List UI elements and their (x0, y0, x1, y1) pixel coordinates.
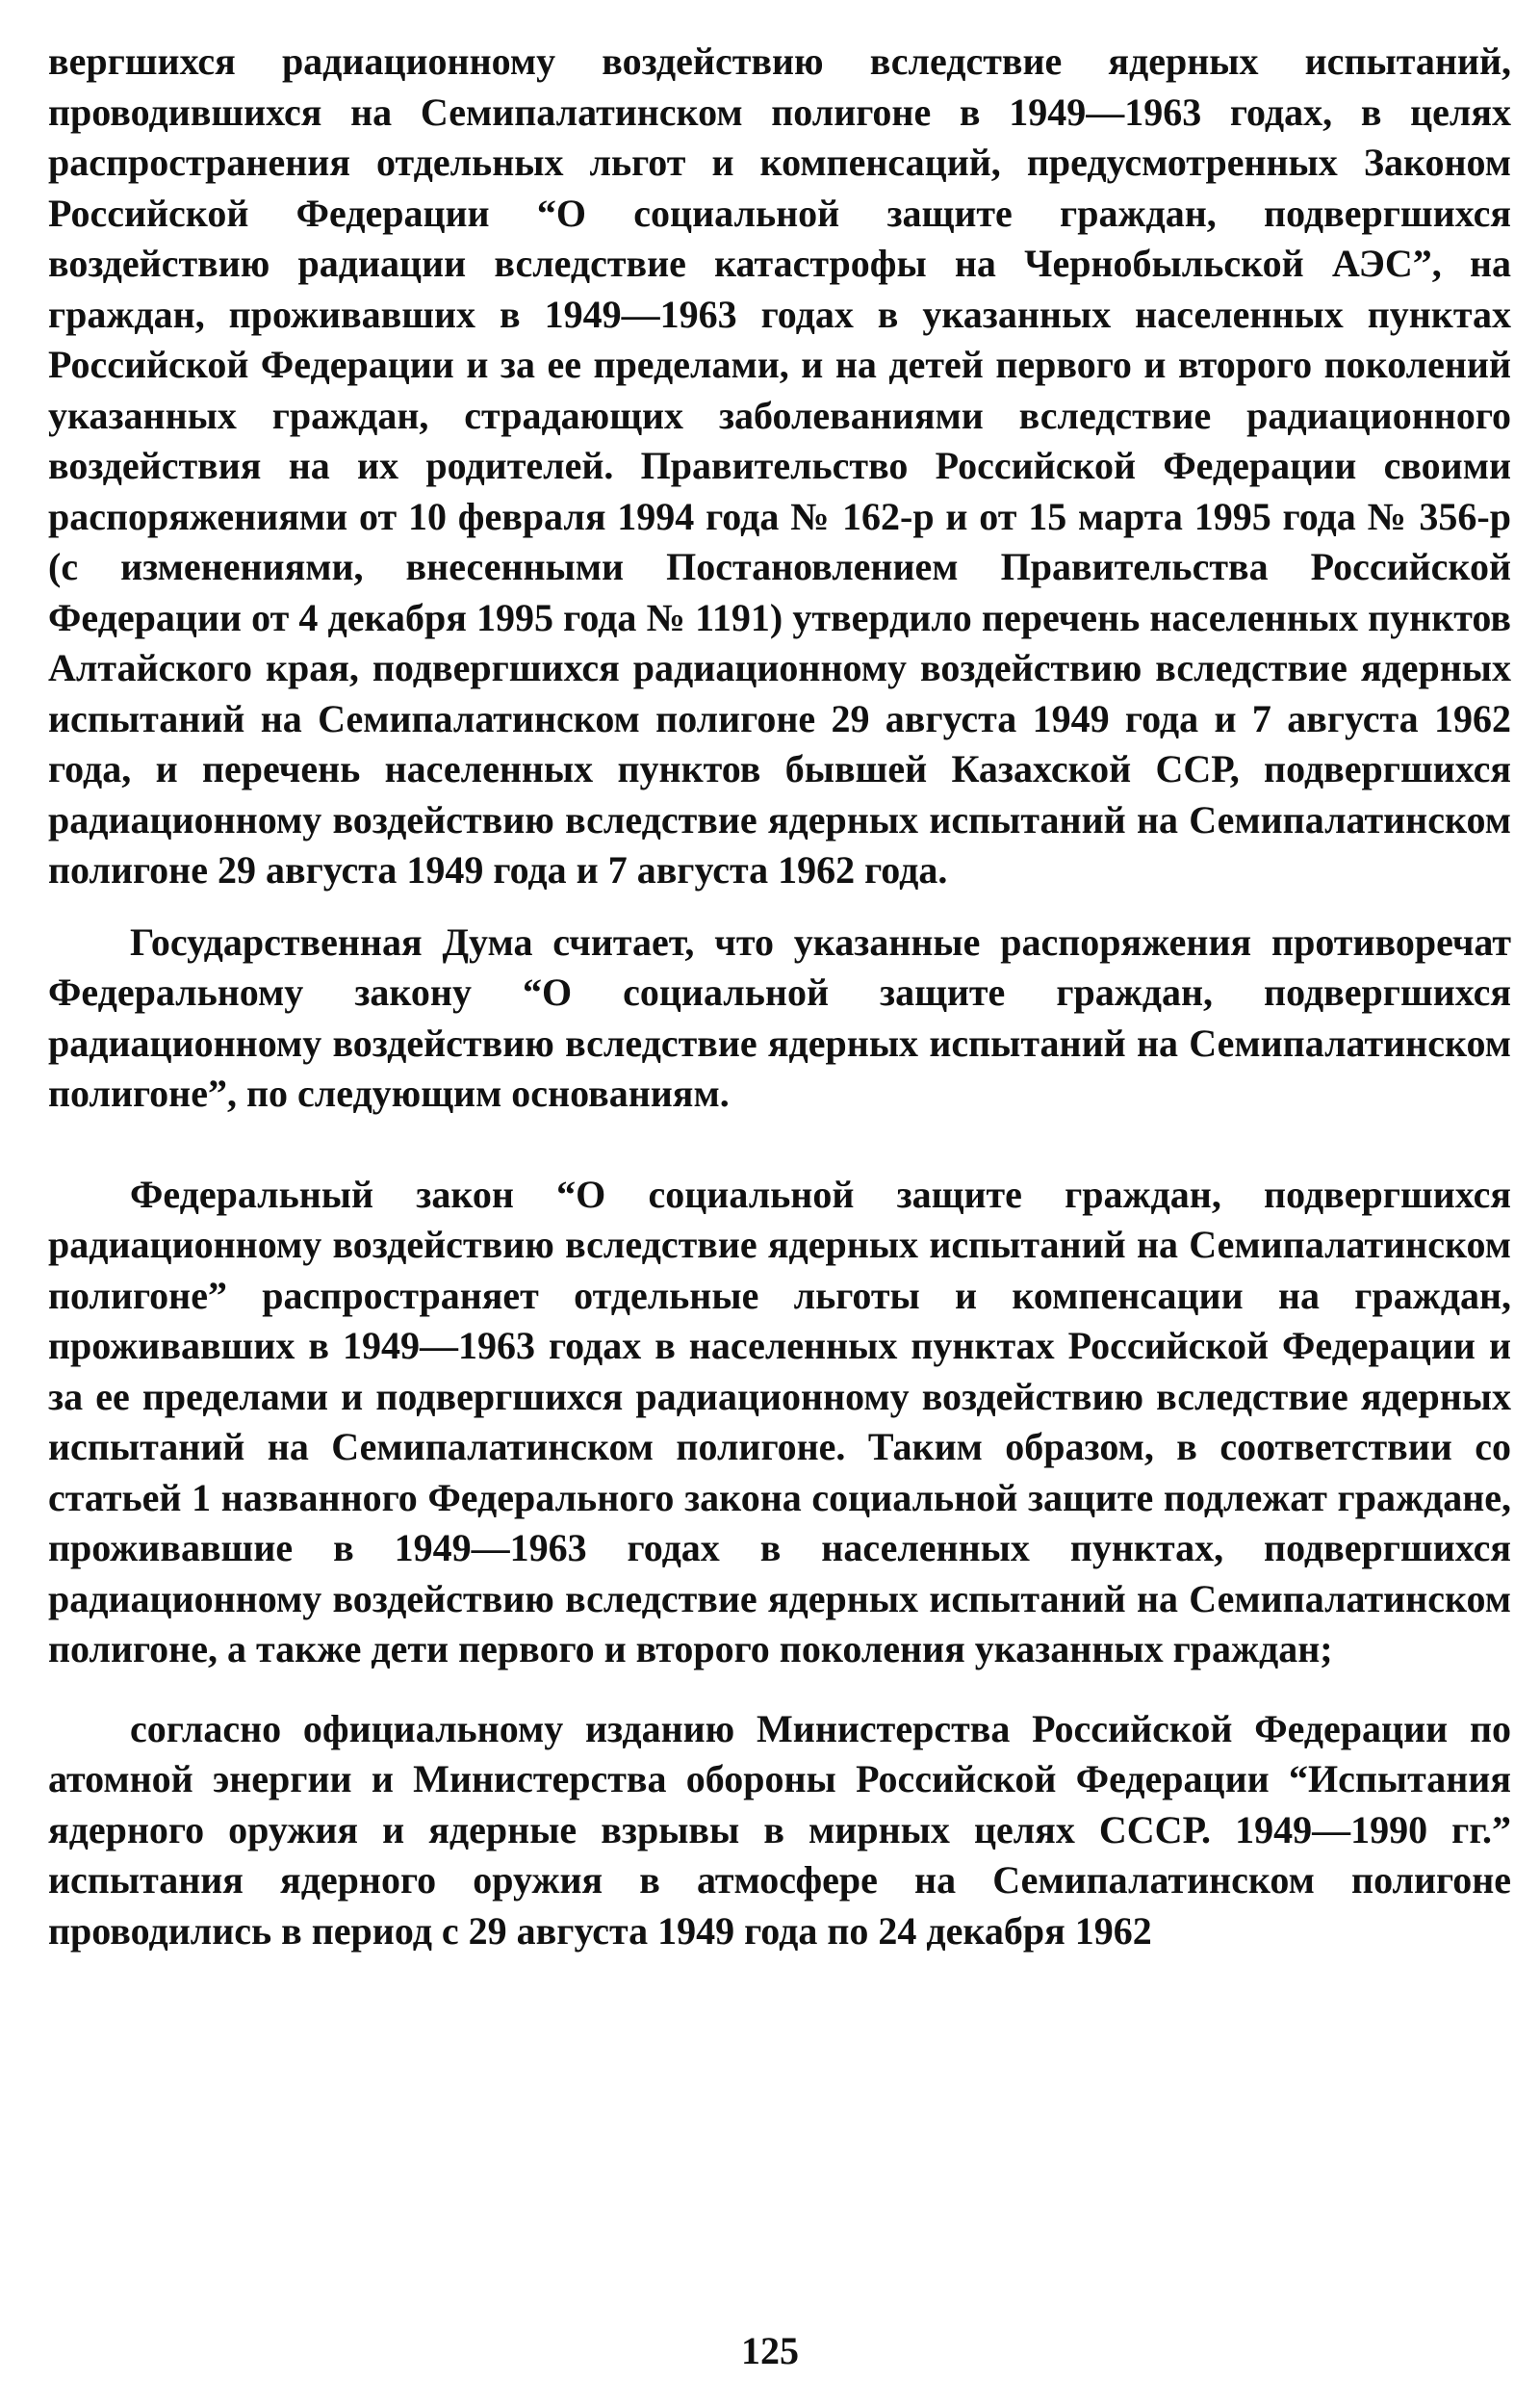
text-column (48, 37, 1511, 1956)
paragraph-1: вергшихся радиационному воздействию вследствие ядерных испытаний, проводившихся на Семипалатинском полигоне в 1949—1963 годах, в целях распространения отдельных льгот и компенсаций, предусмотренных Законом Российской Федерации “О социальной защите граждан, подвергшихся воздействию радиации вследствие катастрофы на Чернобыльской АЭС”, на граждан, проживавших в 1949—1963 годах в указанных населенных пунктах Российской Федерации и за ее пределами, и на детей первого и второго поколений указанных граждан, страдающих заболеваниями вследствие радиационного воздействия на их родителей. Правительство Российской Федерации своими распоряжениями от 10 февраля 1994 года № 162-р и от 15 марта 1995 года № 356-р (с изменениями, внесенными Постановлением Правительства Российской Федерации от 4 декабря 1995 года № 1191) утвердило перечень населенных пунктов Алтайского края, подвергшихся радиационному воздействию вследствие ядерных испытаний на Семипалатинском полигоне 29 августа 1949 года и 7 августа 1962 года, и перечень населенных пунктов бывшей Казахской ССР, подвергшихся радиационному воздействию вследствие ядерных испытаний на Семипалатинском полигоне 29 августа 1949 года и 7 августа 1962 года. (48, 39, 1511, 892)
page-number: 125 (741, 2329, 799, 2372)
paragraph-2: Государственная Дума считает, что указанные распоряжения противоречат Федеральному закону “О социальной защите граждан, подвергшихся радиационному воздействию вследствие ядерных испытаний на Семипалатинском полигоне”, по следующим основаниям. (48, 919, 1511, 1115)
paragraph-3: Федеральный закон “О социальной защите граждан, подвергшихся радиационному воздействию вследствие ядерных испытаний на Семипалатинском полигоне” распространяет отдельные льготы и компенсации на граждан, проживавших в 1949—1963 годах в населенных пунктах Российской Федерации и за ее пределами и подвергшихся радиационному воздействию вследствие ядерных испытаний на Семипалатинском полигоне. Таким образом, в соответствии со статьей 1 названного Федерального закона социальной защите подлежат граждане, проживавшие в 1949—1963 годах в населенных пунктах, подвергшихся радиационному воздействию вследствие ядерных испытаний на Семипалатинском полигоне, а также дети первого и второго поколения указанных граждан; (48, 1172, 1511, 1670)
paragraph-4: согласно официальному изданию Министерства Российской Федерации по атомной энергии и Министерства обороны Российской Федерации “Испытания ядерного оружия и ядерные взрывы в мирных целях СССР. 1949—1990 гг.” испытания ядерного оружия в атмосфере на Семипалатинском полигоне проводились в период с 29 августа 1949 года по 24 декабря 1962 (48, 1706, 1511, 1953)
